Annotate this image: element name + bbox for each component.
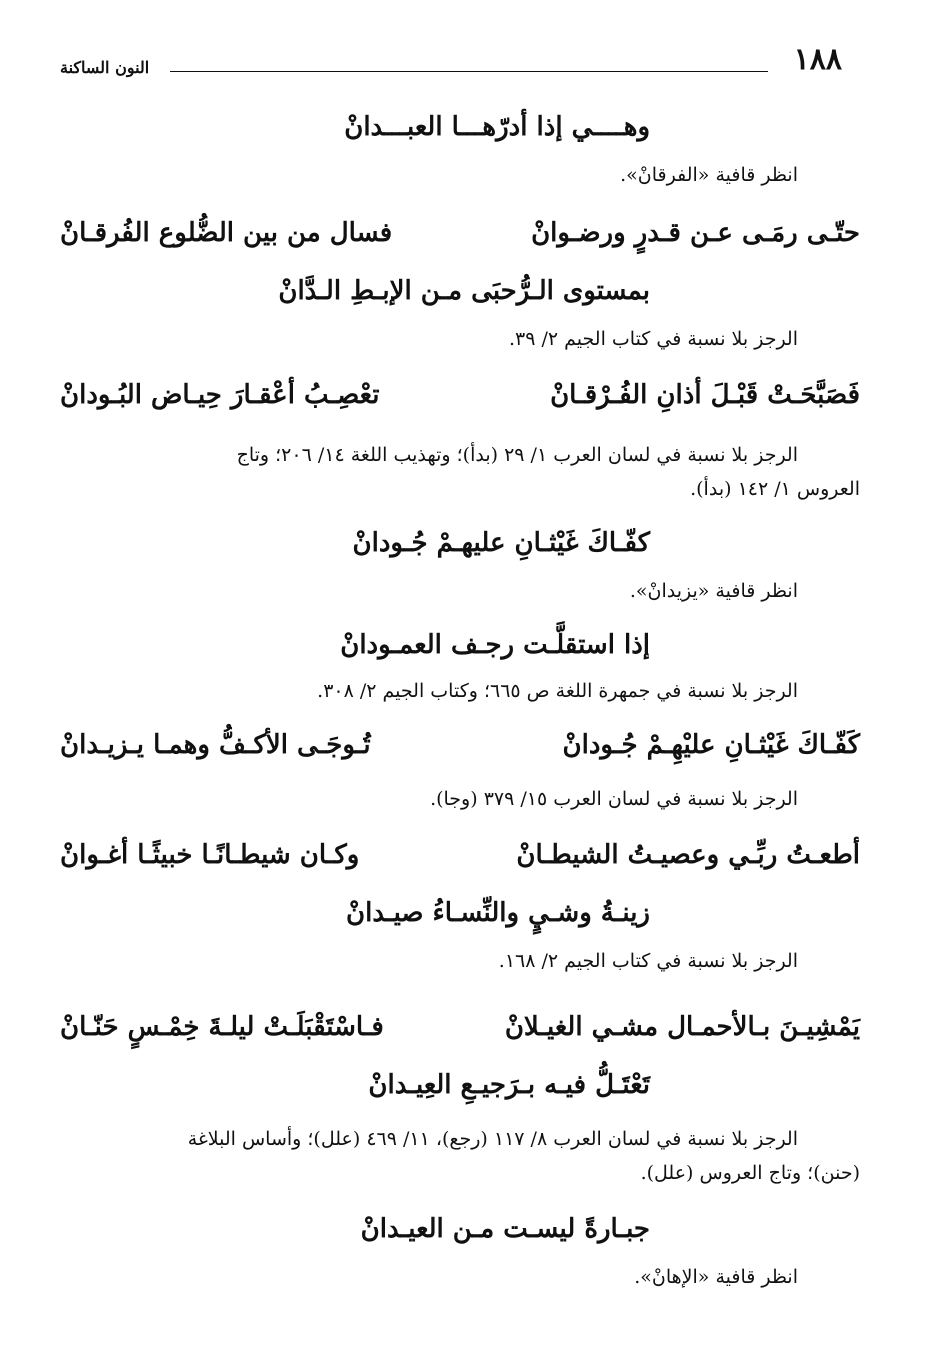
page-header	[60, 40, 860, 80]
note: الرجز بلا نسبة في لسان العرب ١٥/ ٣٧٩ (وجا).	[430, 788, 798, 810]
verse-hemistich-right: حتّـى رمَـى عـن قـدرٍ ورضـوانْ	[531, 218, 860, 248]
verse-hemistich-left: تعْصِـبُ أعْقـارَ حِيـاض البُـودانْ	[60, 380, 380, 410]
note: انظر قافية «يزيدانْ».	[629, 580, 798, 602]
verse-hemistich: وهــــي إذا أدرّهـــا العبـــدانْ	[344, 112, 650, 142]
running-title: النون الساكنة	[60, 58, 150, 77]
verse-hemistich-right: يَمْشِيـنَ بـالأحمـال مشـي الغيـلانْ	[504, 1012, 860, 1042]
note-line: العروس ١/ ١٤٢ (بدأ).	[690, 478, 860, 500]
note	[60, 1122, 860, 1190]
verse-hemistich: كفّـاكَ غَيْثـانِ عليهـمْ جُـودانْ	[352, 528, 650, 558]
note-line: (حنن)؛ وتاج العروس (علل).	[640, 1162, 860, 1184]
note: انظر قافية «الإهانْ».	[634, 1266, 798, 1288]
verse-hemistich: إذا استقلَّـت رجـف العمـودانْ	[340, 630, 650, 660]
page-number: ١٨٨	[793, 42, 842, 77]
note: الرجز بلا نسبة في كتاب الجيم ٢/ ٣٩.	[508, 328, 798, 350]
verse-hemistich: جبـارةً ليسـت مـن العيـدانْ	[360, 1214, 650, 1244]
verse-hemistich-right: أطعـتُ ربِّـي وعصيـتُ الشيطـانْ	[516, 840, 860, 870]
note	[60, 438, 860, 506]
page	[60, 40, 860, 1340]
verse-hemistich-left: فسال من بين الضُّلوع الفُرقـانْ	[60, 218, 393, 248]
verse-hemistich-right: فَصَبَّحَـتْ قَبْـلَ أذانِ الفُـرْقـانْ	[550, 380, 860, 410]
verse-hemistich-left: فـاسْتَقْبَلَـتْ ليلـةَ خِمْـسٍ حَنّـانْ	[60, 1012, 384, 1042]
note: الرجز بلا نسبة في جمهرة اللغة ص ٦٦٥؛ وكتاب الجيم ٢/ ٣٠٨.	[317, 680, 798, 702]
note-line: الرجز بلا نسبة في لسان العرب ٨/ ١١٧ (رجع)، ١١/ ٤٦٩ (علل)؛ وأساس البلاغة	[187, 1128, 798, 1150]
header-rule	[170, 71, 768, 72]
verse-hemistich-right: كَفّـاكَ غَيْثـانِ عليْهِـمْ جُـودانْ	[562, 730, 860, 760]
note: انظر قافية «الفرقانْ».	[620, 164, 798, 186]
verse-hemistich-left: وكـان شيطـانًـا خبيثًـا أغـوانْ	[60, 840, 360, 870]
note-line: الرجز بلا نسبة في لسان العرب ١/ ٢٩ (بدأ)؛ وتهذيب اللغة ١٤/ ٢٠٦؛ وتاج	[236, 444, 798, 466]
verse-hemistich-left: تُـوجَـى الأكـفُّ وهمـا يـزيـدانْ	[60, 730, 371, 760]
verse-hemistich-center: تَعْتَـلُّ فيـه بـرَجيـعِ العِيـدانْ	[368, 1070, 650, 1100]
verse-hemistich-center: زينـةُ وشـيٍ والنِّسـاءُ صيـدانْ	[346, 898, 650, 928]
note: الرجز بلا نسبة في كتاب الجيم ٢/ ١٦٨.	[498, 950, 798, 972]
verse-hemistich-center: بمستوى الـرُّحبَى مـن الإبـطِ الـدَّانْ	[278, 276, 650, 306]
